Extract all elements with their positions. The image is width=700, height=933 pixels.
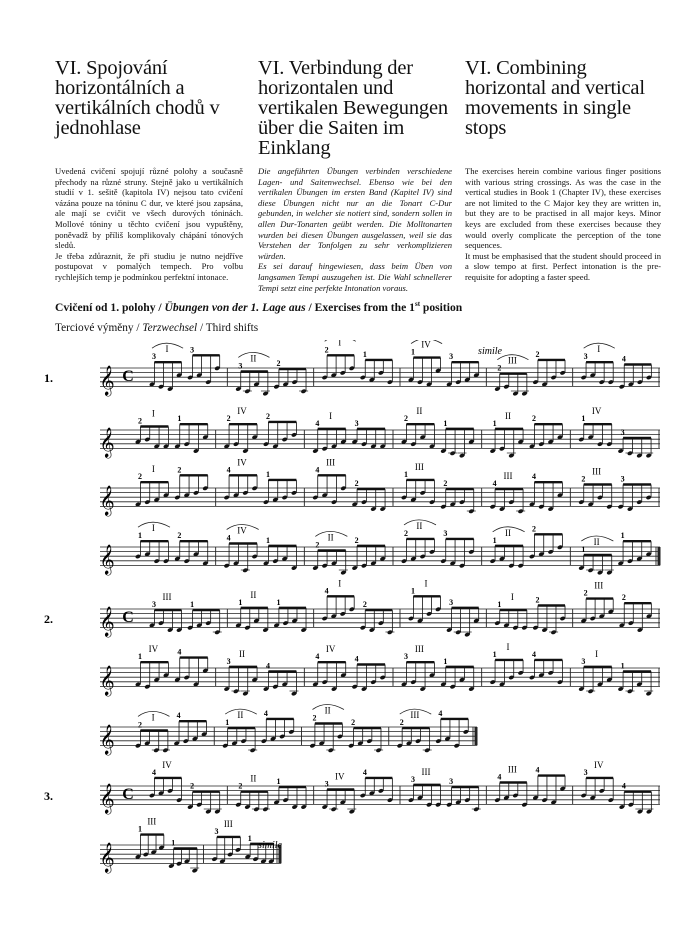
- treble-clef-icon: 𝄞: [99, 607, 115, 637]
- position-mark: III: [162, 592, 172, 603]
- fingering-number: 3: [449, 777, 454, 787]
- system-number: 3.: [44, 789, 53, 803]
- section-title-english-end: position: [420, 300, 463, 314]
- fingering-number: 4: [362, 767, 367, 777]
- body-english: [465, 166, 661, 283]
- fingering-number: 1: [620, 661, 625, 671]
- fingering-number: 4: [176, 711, 181, 721]
- fingering-number: 1: [411, 586, 415, 596]
- fingering-number: 3: [411, 774, 415, 784]
- heading-english-column: [465, 58, 660, 138]
- position-mark: II: [250, 773, 257, 784]
- fingering-number: 1: [276, 777, 281, 787]
- fingering-number: 2: [238, 781, 243, 791]
- fingering-number: 1: [266, 535, 270, 545]
- section-title-english: / Exercises from the 1: [305, 300, 415, 314]
- heading-czech: VI. Spojování horizontálních a vertikálních chodů v jednohlase: [55, 57, 220, 139]
- treble-clef-icon: 𝄞: [99, 428, 115, 458]
- fingering-number: 3: [583, 352, 588, 362]
- position-mark: IV: [593, 759, 604, 770]
- subsection-title-german: Terzwechsel: [142, 322, 198, 334]
- system-number: 1.: [44, 371, 53, 385]
- fingering-number: 1: [238, 597, 243, 607]
- simile-marking: simile: [258, 840, 282, 851]
- position-mark: I: [424, 578, 428, 589]
- fingering-number: 4: [315, 652, 320, 662]
- fingering-number: 1: [492, 535, 497, 545]
- fingering-number: 1: [247, 833, 252, 843]
- heading-english: VI. Combining horizontal and vertical movements in single stops: [465, 57, 645, 139]
- body-czech-paragraph-2: Je třeba zdůraznit, že při studiu je nutno nejdříve postupovat v pomalých tempech. Pro volbu rychlejších temp je podmínkou perfektní intonace.: [55, 250, 243, 282]
- position-mark: III: [147, 816, 157, 827]
- fingering-number: 4: [438, 708, 443, 718]
- position-mark: I: [165, 344, 169, 355]
- fingering-number: 2: [138, 720, 142, 730]
- fingering-number: 1: [620, 531, 625, 541]
- fingering-number: 2: [535, 595, 540, 605]
- fingering-number: 2: [621, 593, 626, 603]
- position-mark: I: [151, 712, 155, 723]
- position-mark: II: [237, 710, 244, 721]
- fingering-number: 3: [449, 597, 454, 607]
- position-mark: III: [414, 461, 424, 472]
- fingering-number: 3: [238, 361, 243, 371]
- fingering-number: 4: [532, 649, 536, 659]
- fingering-number: 1: [138, 824, 142, 834]
- position-mark: II: [416, 520, 423, 531]
- fingering-number: 1: [171, 838, 176, 848]
- body-czech: [55, 166, 243, 283]
- fingering-number: 1: [492, 649, 497, 659]
- position-mark: IV: [237, 525, 247, 536]
- fingering-number: 4: [226, 465, 231, 475]
- fingering-number: 4: [226, 533, 231, 543]
- position-mark: III: [507, 764, 517, 775]
- position-mark: II: [593, 537, 600, 547]
- position-mark: IV: [148, 644, 159, 655]
- time-signature: C: [122, 786, 134, 803]
- fingering-number: 1: [497, 600, 502, 610]
- fingering-number: 2: [535, 349, 540, 359]
- fingering-number: 2: [276, 359, 281, 369]
- body-czech-paragraph-1: Uvedená cvičení spojují různé polohy a současně přechody na různé struny. Stejně jako u vertikálních studií v 1. sešitě (kapitola IV) nejsou tato cvičení vázána pouze na tóninu C dur, ve které jsou zapsána, ale mají se cvičit ve všech durových tóninách. Mollové tóniny u těchto cvičení jsou vypuštěny, poněvadž by příliš komplikovaly chápání tónových sledů.: [55, 166, 243, 251]
- fingering-number: 3: [214, 826, 219, 836]
- fingering-number: 3: [152, 352, 156, 362]
- fingering-number: 1: [443, 418, 448, 428]
- position-mark: I: [151, 523, 155, 534]
- position-mark: II: [327, 532, 334, 543]
- position-mark: IV: [421, 340, 431, 350]
- position-mark: III: [326, 457, 336, 468]
- fingering-number: 4: [532, 472, 536, 482]
- fingering-number: 4: [535, 765, 540, 775]
- fingering-number: 4: [621, 354, 626, 364]
- fingering-number: 2: [190, 781, 195, 791]
- fingering-number: 3: [443, 528, 448, 538]
- treble-clef-icon: 𝄞: [99, 545, 115, 575]
- fingering-number: 1: [276, 597, 281, 607]
- body-english-paragraph-2: It must be emphasised that the student should proceed in a slow tempo at first. Perfect intonation is the pre-requisite for adopting a faster speed.: [465, 250, 661, 282]
- fingering-number: 2: [532, 414, 536, 424]
- section-title-czech: Cvičení od 1. polohy /: [55, 300, 165, 314]
- fingering-number: 1: [225, 718, 230, 728]
- fingering-number: 1: [190, 600, 195, 610]
- fingering-number: 3: [404, 652, 408, 662]
- fingering-number: 1: [492, 418, 497, 428]
- fingering-number: 1: [581, 414, 586, 424]
- body-german: [258, 166, 452, 293]
- section-title-german: Übungen von der 1. Lage aus: [164, 300, 306, 314]
- fingering-number: 3: [190, 345, 195, 355]
- time-signature: C: [122, 609, 134, 626]
- fingering-number: 1: [138, 531, 142, 541]
- fingering-number: 2: [532, 524, 536, 534]
- fingering-number: 4: [152, 767, 156, 777]
- treble-clef-icon: 𝄞: [99, 725, 115, 755]
- fingering-number: 3: [449, 352, 454, 362]
- fingering-number: 1: [266, 469, 270, 479]
- fingering-number: 2: [138, 472, 142, 482]
- fingering-number: 2: [315, 540, 320, 550]
- fingering-number: 4: [621, 781, 626, 791]
- position-mark: III: [592, 466, 602, 477]
- heading-german-column: [258, 58, 454, 158]
- body-english-paragraph-1: The exercises herein combine various finger positions with various string crossings. As was the case in the vertical studies in Book 1 (Chapter IV), these exercises are not limited to the C Major key they are written in, but they are to be practised in all major keys. Minor keys are excluded from these exercises because they would overly complicate the perception of the tone sequences.: [465, 166, 661, 251]
- fingering-number: 4: [315, 465, 320, 475]
- fingering-number: 3: [324, 779, 329, 789]
- position-mark: II: [505, 410, 511, 421]
- fingering-number: 2: [581, 474, 586, 484]
- fingering-number: 1: [411, 347, 415, 357]
- fingering-number: 2: [266, 411, 270, 421]
- position-mark: IV: [237, 457, 247, 468]
- position-mark: III: [414, 644, 424, 655]
- music-score: [0, 340, 700, 933]
- position-mark: IV: [162, 759, 172, 770]
- treble-clef-icon: 𝄞: [99, 843, 115, 873]
- fingering-number: 1: [443, 656, 448, 666]
- position-mark: IV: [325, 644, 336, 655]
- fingering-number: 2: [312, 713, 317, 723]
- fingering-number: 2: [399, 718, 404, 728]
- time-signature: C: [122, 368, 134, 385]
- fingering-number: 1: [138, 652, 142, 662]
- fingering-number: 2: [138, 416, 142, 426]
- fingering-number: 2: [226, 414, 231, 424]
- position-mark: III: [507, 355, 517, 366]
- position-mark: IV: [591, 406, 602, 417]
- treble-clef-icon: 𝄞: [99, 784, 115, 814]
- fingering-number: 2: [177, 531, 182, 541]
- fingering-number: 3: [152, 600, 156, 610]
- position-mark: IV: [334, 771, 345, 782]
- fingering-number: 4: [324, 586, 329, 596]
- section-title: [55, 300, 462, 314]
- fingering-number: 4: [263, 708, 268, 718]
- position-mark: IV: [237, 406, 247, 417]
- simile-marking: simile: [478, 346, 502, 357]
- position-mark: III: [223, 818, 233, 829]
- fingering-number: 2: [354, 535, 359, 545]
- position-mark: II: [239, 648, 245, 659]
- fingering-number: 4: [492, 479, 497, 489]
- position-mark: II: [416, 406, 423, 417]
- fingering-number: 1: [177, 414, 182, 424]
- subsection-title-czech: Terciové výměny /: [55, 322, 143, 334]
- fingering-number: 2: [351, 718, 356, 728]
- fingering-number: 2: [583, 588, 588, 598]
- fingering-number: 2: [362, 600, 367, 610]
- position-mark: II: [505, 527, 511, 538]
- fingering-number: 4: [315, 418, 320, 428]
- fingering-number: 2: [443, 479, 448, 489]
- position-mark: III: [410, 710, 420, 721]
- body-german-paragraph-1: Die angeführten Übungen verbinden verschiedene Lagen- und Saitenwechsel. Ebenso wie bei den vertikalen Übungen im ersten Band (Kapitel IV) sind diese Übungen nicht nur an die Tonart C-Dur gebunden, in welcher sie notiert sind, sondern sollen in allen Dur-Tonarten geübt werden. Die Molltonarten wurden bei diesen Übungen ausgelassen, weil sie das Verstehen der Tonfolgen zu sehr verkomplizieren würden.: [258, 166, 452, 261]
- fingering-number: 2: [404, 414, 408, 424]
- heading-czech-column: [55, 58, 245, 138]
- fingering-number: 3: [226, 656, 231, 666]
- subsection-title-english: / Third shifts: [197, 322, 259, 334]
- position-mark: III: [594, 580, 604, 591]
- treble-clef-icon: 𝄞: [99, 486, 115, 516]
- position-mark: III: [421, 766, 431, 777]
- fingering-number: 3: [620, 474, 625, 484]
- fingering-number: 1: [404, 469, 408, 479]
- position-mark: II: [324, 705, 331, 716]
- position-mark: II: [250, 353, 257, 364]
- position-mark: II: [250, 589, 257, 600]
- fingering-number: 3: [583, 767, 588, 777]
- position-mark: I: [506, 641, 510, 652]
- fingering-number: 4: [497, 772, 502, 782]
- subsection-title: [55, 322, 258, 334]
- position-mark: I: [338, 578, 342, 589]
- position-mark: I: [338, 340, 342, 348]
- fingering-number: 4: [266, 661, 270, 671]
- position-mark: I: [329, 410, 333, 421]
- fingering-number: 2: [324, 345, 329, 355]
- fingering-number: 1: [581, 545, 586, 554]
- position-mark: I: [597, 344, 601, 355]
- fingering-number: 1: [362, 349, 367, 359]
- treble-clef-icon: 𝄞: [99, 366, 115, 396]
- body-german-paragraph-2: Es sei darauf hingewiesen, dass beim Üben von langsamen Tempi auszugehen ist. Die Wahl schnellerer Tempi setzt eine perfekte Intonation voraus.: [258, 261, 452, 293]
- fingering-number: 2: [354, 479, 359, 489]
- fingering-number: 3: [581, 656, 586, 666]
- fingering-number: 2: [404, 528, 408, 538]
- position-mark: I: [151, 408, 155, 419]
- treble-clef-icon: 𝄞: [99, 666, 115, 696]
- position-mark: III: [503, 471, 513, 482]
- system-number: 2.: [44, 612, 53, 626]
- fingering-number: 3: [620, 428, 625, 437]
- fingering-number: 4: [177, 647, 182, 657]
- position-mark: I: [510, 592, 514, 603]
- fingering-number: 4: [354, 654, 359, 664]
- position-mark: I: [595, 648, 599, 659]
- section-title-english-sup: st: [414, 300, 421, 308]
- heading-german: VI. Verbindung der horizontalen und vertikalen Bewegungen über die Saiten im Einklang: [258, 57, 448, 159]
- position-mark: I: [151, 464, 155, 475]
- fingering-number: 2: [177, 465, 182, 475]
- fingering-number: 3: [354, 418, 359, 428]
- fingering-number: 2: [497, 363, 502, 373]
